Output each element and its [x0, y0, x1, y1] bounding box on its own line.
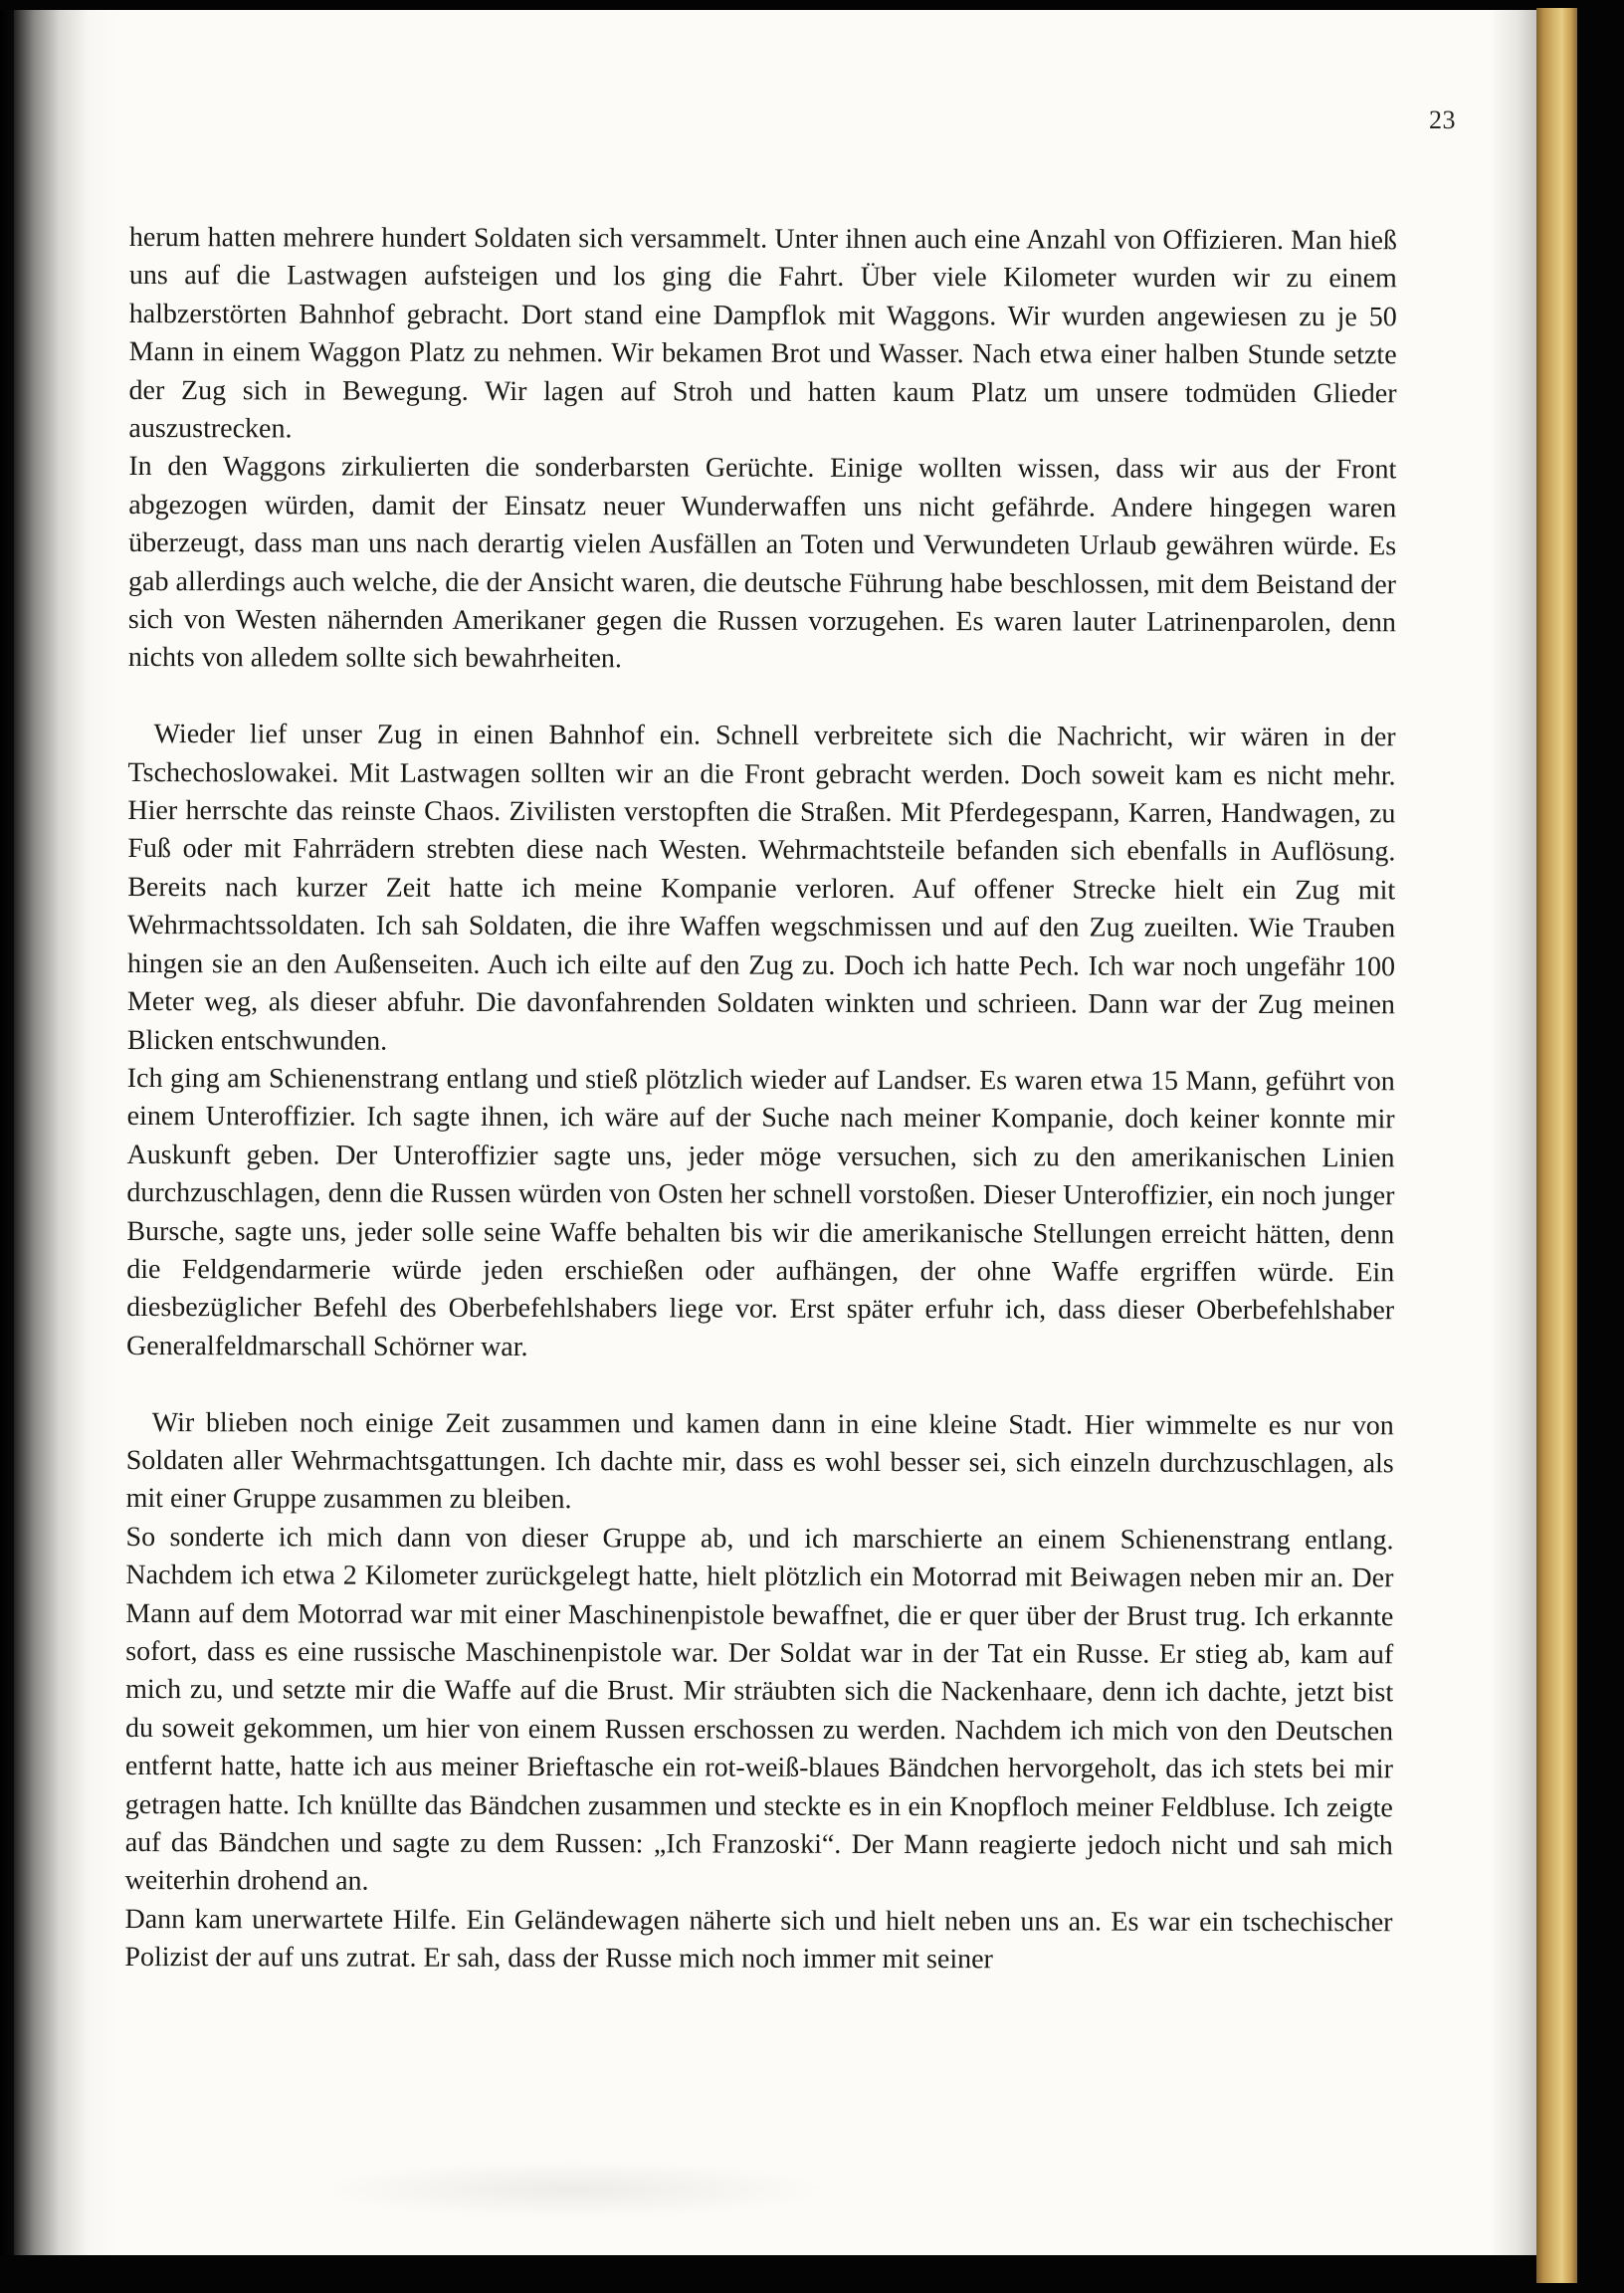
- paragraph: Ich ging am Schienenstrang entlang und stieß plötzlich wieder auf Landser. Es waren etwa 15 Mann, geführt von einem Unteroffizier. Ich sagte ihnen, ich wäre auf der Suche nach meiner Kompanie, doch keiner konnte mir Auskunft geben. Der Unteroffizier sagte uns, jeder möge versuchen, sich zu den amerikanischen Linien durchzuschlagen, denn die Russen würden von Osten her schnell vorstoßen. Dieser Unteroffizier, ein noch junger Bursche, sagte uns, jeder solle seine Waffe behalten bis wir die amerikanische Stellungen erreicht hätten, denn die Feldgendarmerie würde jeden erschießen oder aufhängen, der ohne Waffe ergriffen würde. Ein diesbezüglicher Befehl des Oberbefehlshabers liege vor. Erst später erfuhr ich, dass dieser Oberbefehlshaber Generalfeldmarschall Schörner war.: [125, 1062, 1395, 1362]
- paragraph: herum hatten mehrere hundert Soldaten sich versammelt. Unter ihnen auch eine Anzahl von Offizieren. Man hieß uns auf die Lastwagen aufsteigen und los ging die Fahrt. Über viele Kilometer wurden wir zu einem halbzerstörten Bahnhof gebracht. Dort stand eine Dampflok mit Waggons. Wir wurden angewiesen zu je 50 Mann in einem Waggon Platz zu nehmen. Wir bekamen Brot und Wasser. Nach etwa einer halben Stunde setzte der Zug sich in Bewegung. Wir lagen auf Stroh und hatten kaum Platz um unsere todmüden Glieder auszustrecken.: [128, 221, 1397, 445]
- book-page: [14, 10, 1536, 2255]
- paragraph: So sonderte ich mich dann von dieser Gruppe ab, und ich marschierte an einem Schienenstrang entlang. Nachdem ich etwa 2 Kilometer zurückgelegt hatte, hielt plötzlich ein Motorrad mit Beiwagen neben mir an. Der Mann auf dem Motorrad war mit einer Maschinenpistole bewaffnet, die er quer über der Brust trug. Ich erkannte sofort, dass es eine russische Maschinenpistole war. Der Soldat war in der Tat ein Russe. Er stieg ab, kam auf mich zu, und setzte mir die Waffe auf die Brust. Mir sträubten sich die Nackenhaare, denn ich dachte, jetzt bist du soweit gekommen, um hier von einem Russen erschossen zu werden. Nachdem ich mich von den Deutschen entfernt hatte, hatte ich aus meiner Brieftasche ein rot-weiß-blaues Bändchen hervorgeholt, das ich stets bei mir getragen hatte. Ich knüllte das Bändchen zusammen und steckte es in ein Knopfloch meiner Feldbluse. Ich zeigte auf das Bändchen und sagte zu dem Russen: „Ich Franzoski“. Der Mann reagierte jedoch nicht und sah mich weiterhin drohend an.: [124, 1521, 1394, 1898]
- page-text: [124, 219, 1397, 1980]
- paragraph: Wieder lief unser Zug in einen Bahnhof ein. Schnell verbreitete sich die Nachricht, wir wären in der Tschechoslowakei. Mit Lastwagen sollten wir an die Front gebracht werden. Doch soweit kam es nicht mehr. Hier herrschte das reinste Chaos. Zivilisten verstopften die Straßen. Mit Pferdegespann, Karren, Handwagen, zu Fuß oder mit Fahrrädern strebten diese nach Westen. Wehrmachtsteile befanden sich ebenfalls in Auflösung. Bereits nach kurzer Zeit hatte ich meine Kompanie verloren. Auf offener Strecke hielt ein Zug mit Wehrmachtssoldaten. Ich sah Soldaten, die ihre Waffen wegschmissen und auf den Zug zueilten. Wie Trauben hingen sie an den Außenseiten. Auch ich eilte auf den Zug zu. Doch ich hatte Pech. Ich war noch ungefähr 100 Meter weg, als dieser abfuhr. Die davonfahrenden Soldaten winkten und schrieen. Dann war der Zug meinen Blicken entschwunden.: [126, 719, 1396, 1057]
- paragraph: Dann kam unerwartete Hilfe. Ein Geländewagen näherte sich und hielt neben uns an. Es war ein tschechischer Polizist der auf uns zutrat. Er sah, dass der Russe mich noch immer mit seiner: [124, 1903, 1393, 1976]
- page-number: 23: [1429, 105, 1456, 134]
- page-edge-strip: [1536, 8, 1577, 2283]
- paragraph: Wir blieben noch einige Zeit zusammen und kamen dann in eine kleine Stadt. Hier wimmelte es nur von Soldaten aller Wehrmachtsgattungen. Ich dachte mir, dass es wohl besser sei, sich einzeln durchzuschlagen, als mit einer Gruppe zusammen zu bleiben.: [125, 1406, 1394, 1516]
- paragraph: In den Waggons zirkulierten die sonderbarsten Gerüchte. Einige wollten wissen, dass wir aus der Front abgezogen würden, damit der Einsatz neuer Wunderwaffen uns nicht gefährde. Andere hingegen waren überzeugt, dass man uns nach derartig vielen Ausfällen an Toten und Verwundeten Urlaub gewähren würde. Es gab allerdings auch welche, die der Ansicht waren, die deutsche Führung habe beschlossen, mit dem Beistand der sich von Westen nähernden Amerikaner gegen die Russen vorzugehen. Es waren lauter Latrinenparolen, denn nichts von alledem sollte sich bewahrheiten.: [127, 451, 1397, 675]
